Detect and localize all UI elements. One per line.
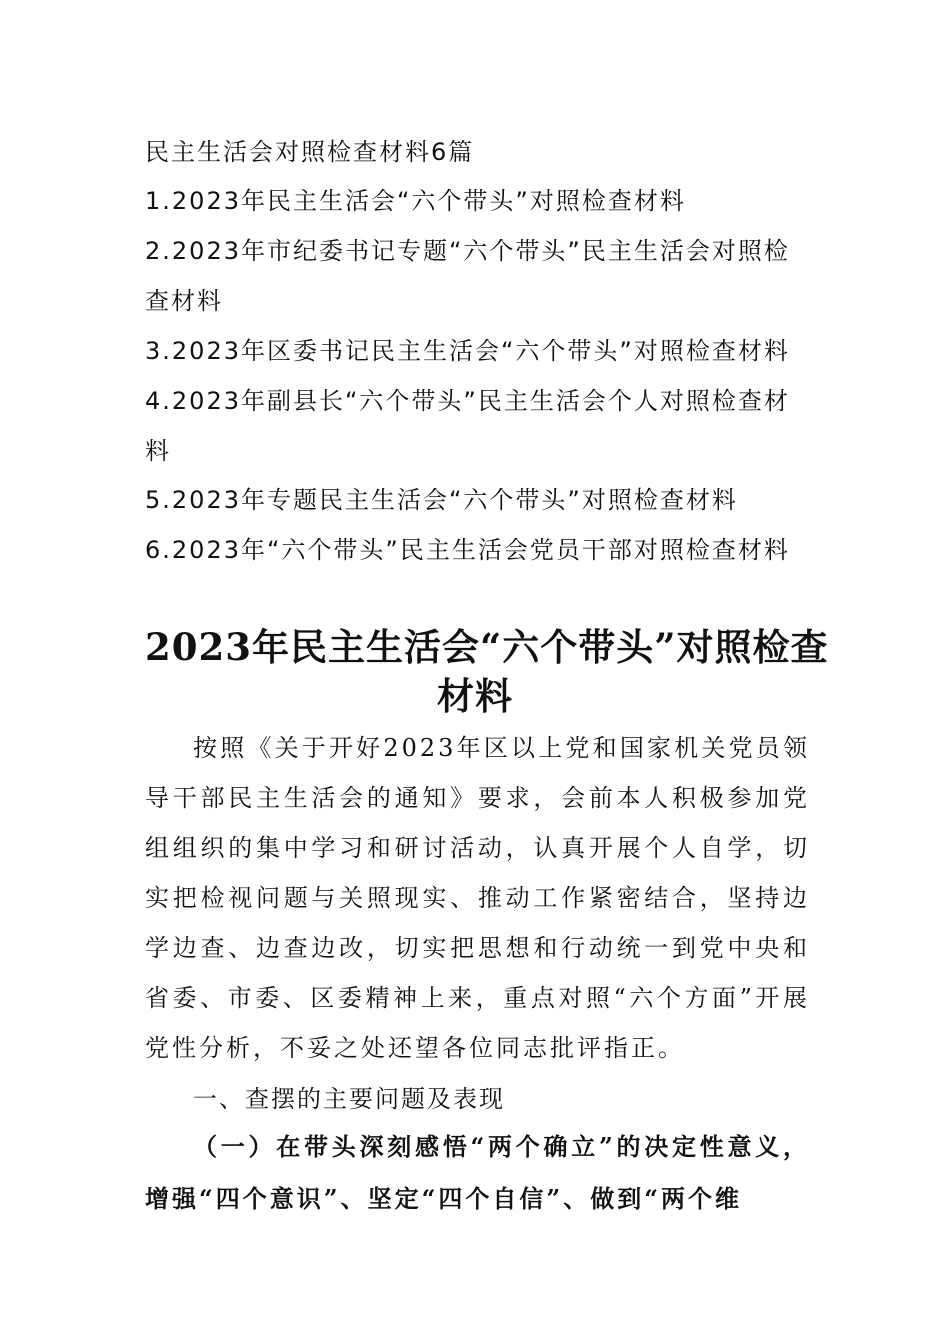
toc-item-6: 6.2023年“六个带头”民主生活会党员干部对照检查材料: [145, 536, 790, 564]
section-heading: 一、查摆的主要问题及表现: [193, 1085, 505, 1113]
toc-item-1: 1.2023年民主生活会“六个带头”对照检查材料: [145, 187, 686, 215]
article-title-line-1: 2023年民主生活会“六个带头”对照检查: [145, 625, 829, 669]
toc-item-4: 4.2023年副县长“六个带头”民主生活会个人对照检查材: [145, 387, 790, 415]
toc-item-4-cont: 料: [145, 437, 171, 465]
toc-item-5: 5.2023年专题民主生活会“六个带头”对照检查材料: [145, 486, 738, 514]
article-title-line-2: 材料: [437, 674, 513, 718]
intro-paragraph: 按照《关于开好2023年区以上党和国家机关党员领导干部民主生活会的通知》要求，会前本人积极参加党组组织的集中学习和研讨活动，认真开展个人自学，切实把检视问题与关照现实、推动工作紧密结合，坚持边学边查、边查边改，切实把思想和行动统一到党中央和省委、市委、区委精神上来，重点对照“六个方面”开展党性分析，不妥之处还望各位同志批评指正。: [145, 734, 810, 1062]
toc-item-2-cont: 查材料: [145, 287, 223, 315]
toc-heading: 民主生活会对照检查材料6篇: [145, 138, 475, 166]
subsection-heading: （一）在带头深刻感悟“两个确立”的决定性意义，增强“四个意识”、坚定“四个自信”、做到“两个维: [145, 1132, 810, 1213]
toc-item-3: 3.2023年区委书记民主生活会“六个带头”对照检查材料: [145, 337, 790, 365]
toc-item-2: 2.2023年市纪委书记专题“六个带头”民主生活会对照检: [145, 237, 790, 265]
